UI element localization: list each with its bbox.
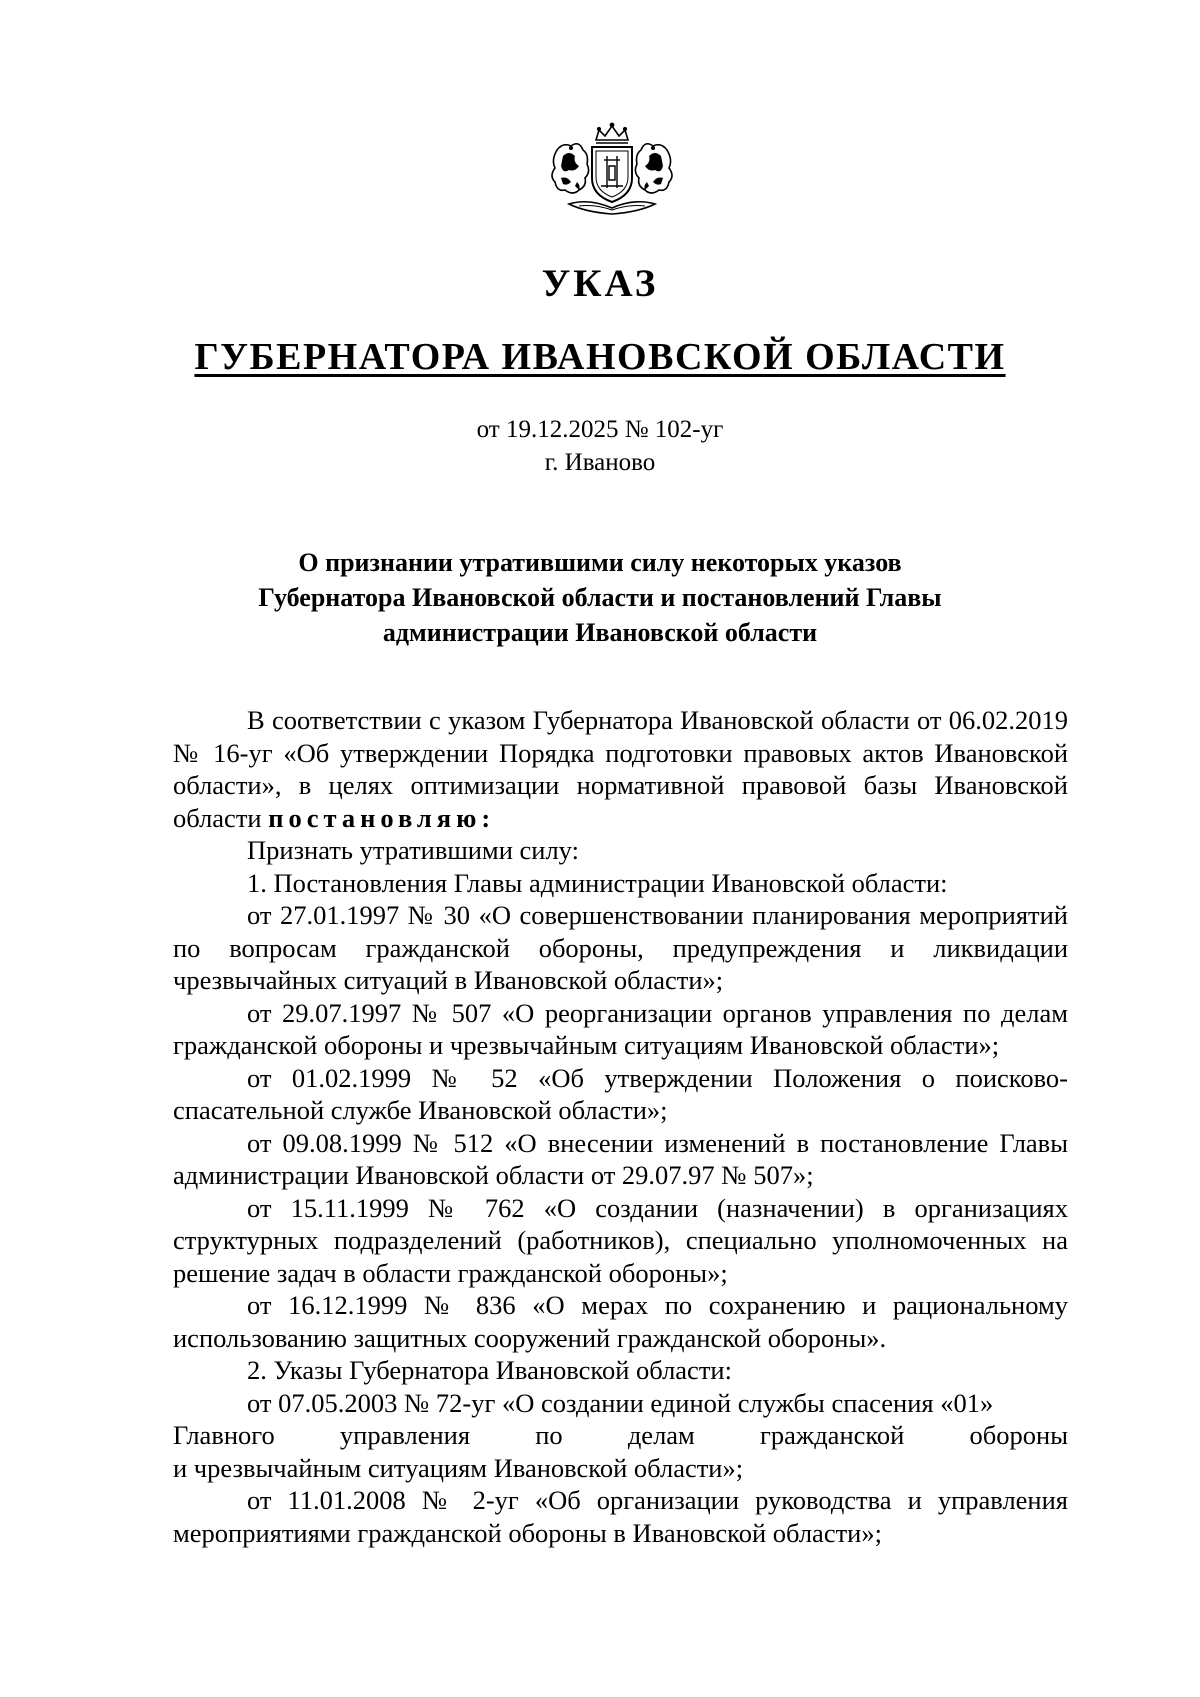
issuer-title: ГУБЕРНАТОРА ИВАНОВСКОЙ ОБЛАСТИ [194, 336, 1006, 378]
section-1-item: от 27.01.1997 № 30 «О совершенствовании планирования мероприятий по вопросам гражданской обороны, предупреждения и ликвидации чрезвычайных ситуаций в Ивановской области»; [173, 900, 1068, 995]
document-type-title: УКАЗ [541, 262, 659, 305]
section-1-item: от 09.08.1999 № 512 «О внесении изменений в постановление Главы администрации Ивановской области от 29.07.97 № 507»; [173, 1127, 1068, 1190]
decree-word: постановляю [268, 802, 482, 833]
section-1-title: 1. Постановления Главы администрации Ивановской области: [247, 867, 948, 898]
document-date-number: от 19.12.2025 № 102-уг [476, 416, 724, 443]
section-2-title: 2. Указы Губернатора Ивановской области: [247, 1355, 732, 1385]
preamble-text: В соответствии с указом Губернатора Ивановской области от 06.02.2019 № 16-уг «Об утверждении Порядка подготовки правовых актов Ивановской области», в целях оптимизации нормативной правовой базы Ивановской области [173, 705, 1068, 833]
section-2-item-line: и чрезвычайным ситуациям Ивановской области»; [173, 1452, 744, 1483]
section-2-item: от 11.01.2008 № 2-уг «Об организации руководства и управления мероприятиями гражданской обороны в Ивановской области»; [173, 1485, 1068, 1548]
section-1-item: от 29.07.1997 № 507 «О реорганизации органов управления по делам гражданской обороны и чрезвычайным ситуациям Ивановской области»; [173, 997, 1068, 1060]
section-1-item: от 01.02.1999 № 52 «Об утверждении Положения о поисково-спасательной службе Ивановской области»; [173, 1062, 1068, 1125]
document-body [173, 704, 1068, 1549]
document-subject [180, 545, 1020, 650]
section-1-item: от 16.12.1999 № 836 «О мерах по сохранению и рациональному использованию защитных сооружений гражданской обороны». [173, 1290, 1068, 1353]
section-2-item-line: от 07.05.2003 № 72-уг «О создании единой службы спасения «01» [247, 1387, 994, 1418]
subject-line: Губернатора Ивановской области и постановлений Главы [258, 583, 942, 612]
subject-line: О признании утратившими силу некоторых указов [298, 548, 902, 577]
subject-line: администрации Ивановской области [382, 618, 818, 647]
coat-of-arms-icon [549, 120, 675, 216]
section-2-item-line: Главного управления по делам гражданской обороны [173, 1420, 1068, 1450]
section-1-item: от 15.11.1999 № 762 «О создании (назначении) в организациях структурных подразделений (работников), специально уполномоченных на решение задач в области гражданской обороны»; [173, 1192, 1068, 1288]
intro-paragraph: Признать утратившими силу: [247, 835, 579, 865]
document-city: г. Иваново [544, 449, 656, 476]
decree-colon: : [481, 802, 491, 833]
preamble-paragraph [173, 704, 1068, 834]
